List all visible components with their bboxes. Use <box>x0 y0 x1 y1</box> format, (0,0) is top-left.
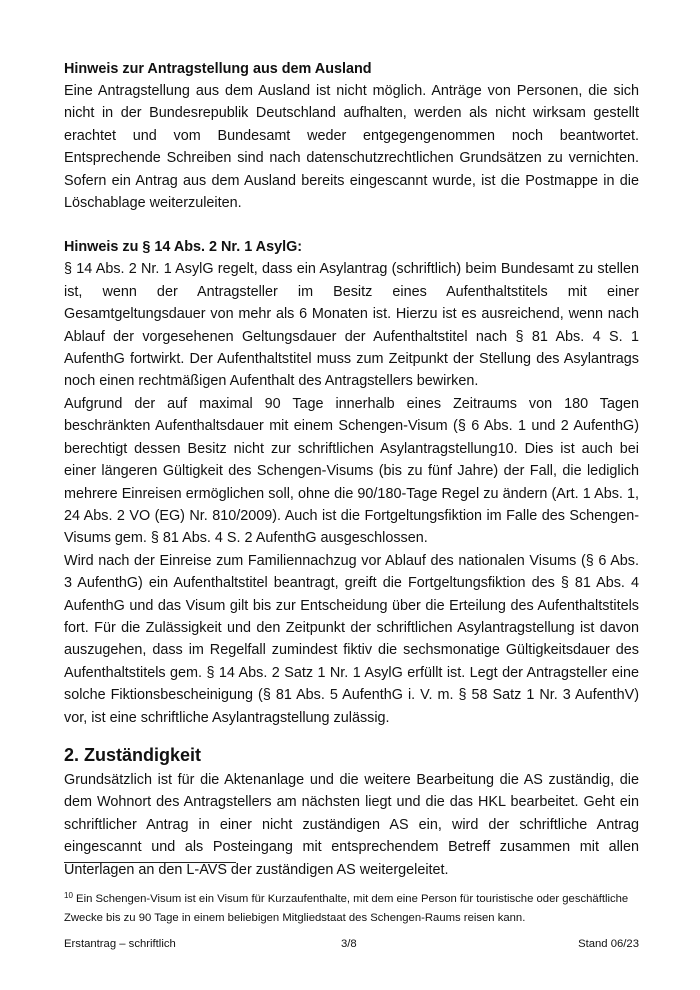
spacer <box>64 214 639 236</box>
page-content <box>64 58 639 881</box>
chapter-heading-zustaendigkeit: 2. Zuständigkeit <box>64 744 202 765</box>
footnote-divider <box>64 862 236 863</box>
paragraph-zustaendigkeit: Grundsätzlich ist für die Aktenanlage und die weitere Bearbeitung die AS zuständig, die dem Wohnort des Antragstellers am nächsten liegt und die das HKL bearbeitet. Geht ein schriftlicher Antrag in einer nicht zuständigen AS ein, wird der schriftliche Antrag eingescannt und als Posteingang mit entsprechendem Betreff zusammen mit allen Unterlagen an den L-AVS der zuständigen AS weitergeleitet. <box>64 771 639 878</box>
paragraph-asylg-2: Aufgrund der auf maximal 90 Tage innerhalb eines Zeitraums von 180 Tagen beschränkten Aufenthaltsdauer mit einem Schengen-Visum (§ 6 Abs. 1 und 2 AufenthG) berechtigt dessen Besitz nicht zur schriftlichen Asylantragstellung10. Dies ist auch bei einer längeren Gültigkeit des Schengen-Visums (bis zu fünf Jahre) der Fall, die lediglich mehrere Einreisen ermöglichen soll, ohne die 90/180-Tage Regel zu ändern (Art. 1 Abs. 1, 24 Abs. 2 VO (EG) Nr. 810/2009). Auch ist die Fortgeltungsfiktion im Falle des Schengen-Visums gem. § 81 Abs. 4 S. 2 AufenthG ausgeschlossen. <box>64 395 639 547</box>
footer-document-title: Erstantrag – schriftlich <box>64 938 176 950</box>
footer-version: Stand 06/23 <box>578 938 639 950</box>
footnote <box>64 890 639 928</box>
section-heading-asylg: Hinweis zu § 14 Abs. 2 Nr. 1 AsylG: <box>64 239 303 256</box>
paragraph-asylg-3: Wird nach der Einreise zum Familiennachzug vor Ablauf des nationalen Visums (§ 6 Abs. 3 AufenthG) ein Aufenthaltstitel beantragt, greift die Fortgeltungsfiktion des § 81 Abs. 4 AufenthG und das Visum gilt bis zur Entscheidung über die Erteilung des Aufenthaltstitels fort. Für die Zulässigkeit und den Zeitpunkt der schriftlichen Asylantragstellung ist davon auszugehen, dass im Regelfall zumindest fiktiv die sechsmonatige Gültigkeitsdauer des Aufenthaltstitels gem. § 14 Abs. 2 Satz 1 Nr. 1 AsylG erfüllt ist. Legt der Antragsteller eine solche Fiktionsbescheinigung (§ 81 Abs. 5 AufenthG i. V. m. § 58 Satz 1 Nr. 3 AufenthV) vor, ist eine schriftliche Asylantragstellung zulässig. <box>64 552 639 726</box>
footnote-marker: 10 <box>64 891 73 900</box>
paragraph-ausland: Eine Antragstellung aus dem Ausland ist nicht möglich. Anträge von Personen, die sich nicht in der Bundesrepublik Deutschland aufhalten, werden als nicht wirksam gestellt erachtet und vom Bundesamt weder entgegengenommen noch beantwortet. Entsprechende Schreiben sind nach datenschutzrechtlichen Grundsätzen zu vernichten. Sofern ein Antrag aus dem Ausland bereits eingescannt wurde, ist die Postmappe in die Löschablage weiterzuleiten. <box>64 83 639 212</box>
footer-page-number: 3/8 <box>341 938 357 950</box>
section-heading-ausland: Hinweis zur Antragstellung aus dem Ausland <box>64 61 372 77</box>
page-footer <box>64 936 639 952</box>
footnote-text: Ein Schengen-Visum ist ein Visum für Kurzaufenthalte, mit dem eine Person für touristische oder geschäftliche Zwecke bis zu 90 Tage in einem beliebigen Mitgliedstaat des Schengen-Raums reisen kann. <box>64 893 629 924</box>
paragraph-asylg-1: § 14 Abs. 2 Nr. 1 AsylG regelt, dass ein Asylantrag (schriftlich) beim Bundesamt zu stellen ist, wenn der Antragsteller im Besitz eines Aufenthaltstitels mit einer Gesamtgeltungsdauer von mehr als 6 Monaten ist. Hierzu ist es ausreichend, wenn nach Ablauf der vorgesehenen Geltungsdauer der Aufenthaltstitel nach § 81 Abs. 4 S. 1 AufenthG fortwirkt. Der Aufenthaltstitel muss zum Zeitpunkt der Stellung des Asylantrags noch einen rechtmäßigen Aufenthalt des Antragstellers bewirken. <box>64 261 639 390</box>
